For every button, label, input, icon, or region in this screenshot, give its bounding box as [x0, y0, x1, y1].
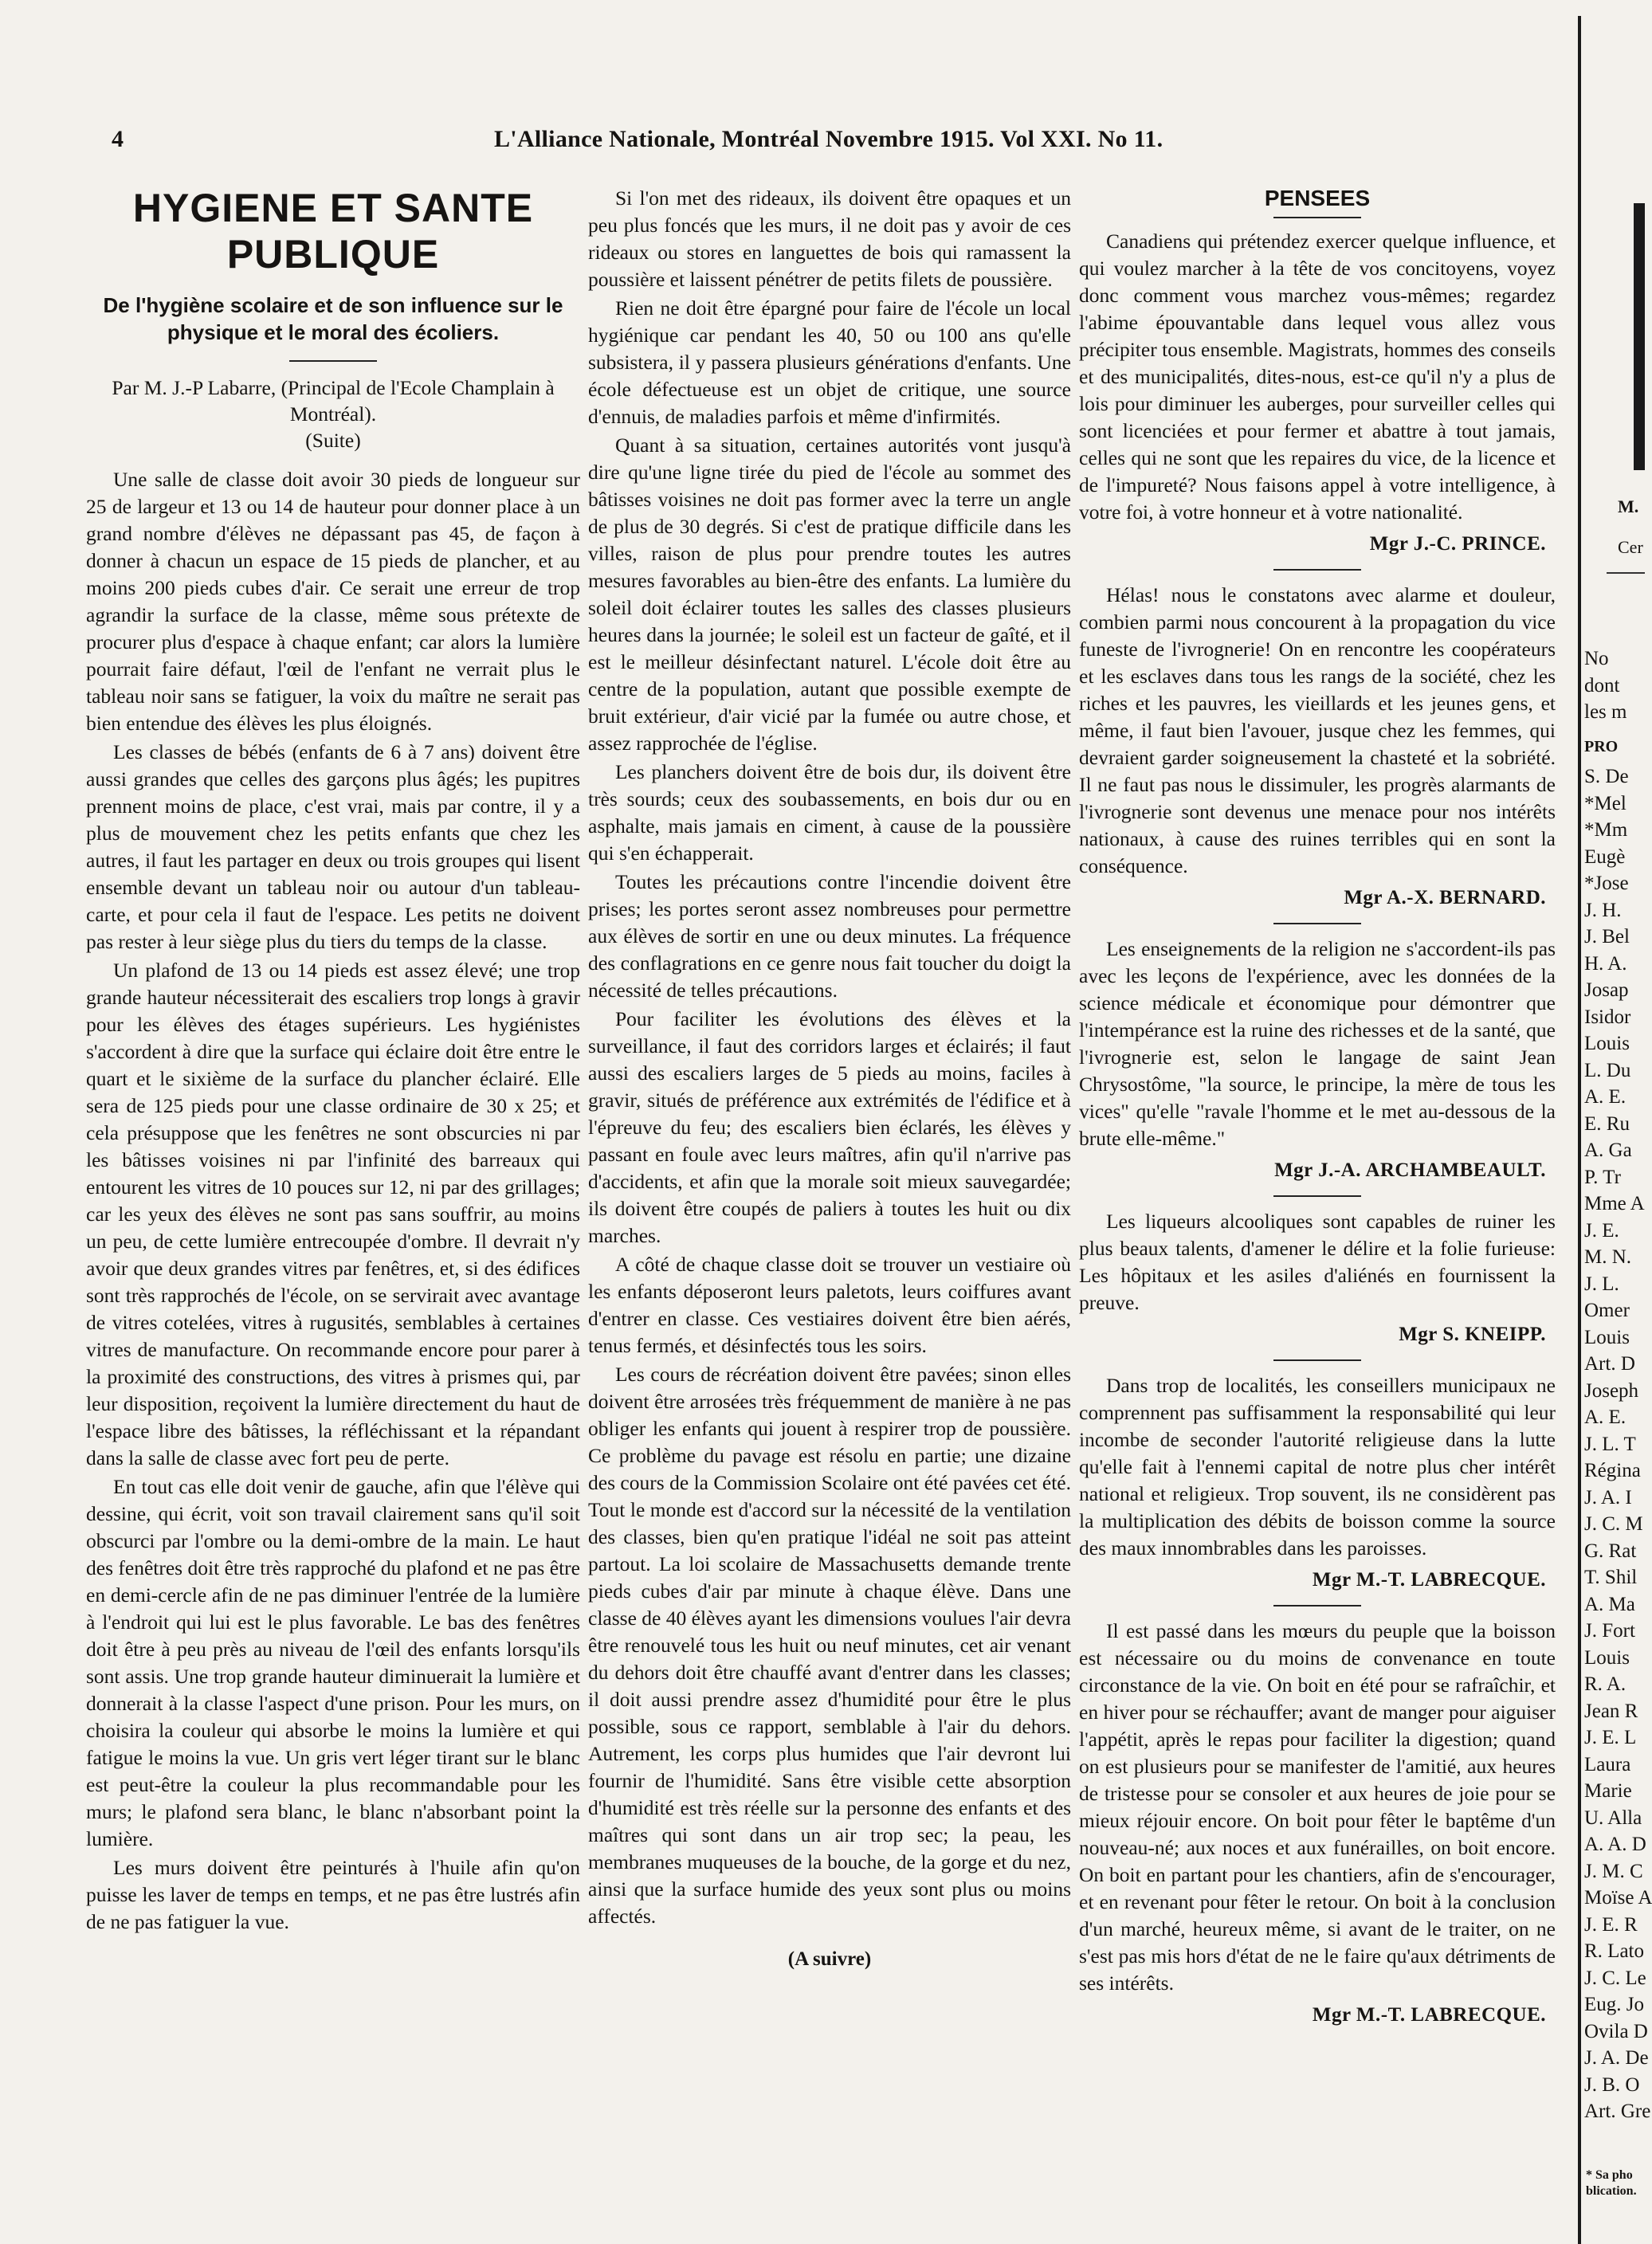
adjacent-name-entry: Moïse A	[1584, 1887, 1652, 1909]
adjacent-name-entry: Eug. Jo	[1584, 1994, 1644, 2015]
pensee	[1079, 936, 1556, 1184]
adjacent-name-entry: Louis	[1584, 1326, 1630, 1348]
page-gutter-divider	[1578, 16, 1581, 2244]
adjacent-name-entry: Joseph	[1584, 1379, 1639, 1402]
pensee-text: Dans trop de localités, les conseillers municipaux ne comprennent pas suffisamment la responsabilité qui leur incombe de seconder l'autorité religieuse dans la lutte qu'elle fait à l'ennemi capital de notre plus cher intérêt national et religieux. Trop souvent, ils ne considèrent pas la multiplication des débits de boisson comme la source des maux innombrables dans les paroisses.	[1079, 1374, 1556, 1559]
paragraph: Un plafond de 13 ou 14 pieds est assez élevé; une trop grande hauteur nécessiterait des escaliers trop longs à gravir pour les élèves des étages supérieurs. Les hygiénistes s'accordent à dire que la surface qui éclaire doit être entre le quart et le sixième de la surface du plancher éclairé. Elle sera de 125 pieds pour une classe ordinaire de 30 x 25; et cela présuppose que les fenêtres ne sont obscurcies ni par les bâtisses voisines ni par l'infinité des barreaux qui entourent les vitres de 10 pouces sur 12, ni par des grillages; car les yeux des élèves ne sont pas sans souffrir, au moins un peu, de cette lumière entrecoupée d'ombre. Il devrait n'y avoir que deux grandes vitres par fenêtres, et, si des édifices sont très rapprochés de l'école, on se servirait avec avantage de vitres cotelées, vitres à rugusités, semblables à certaines vitres de manufacture. On recommande encore pour parer à la proximité des constructions, des vitres à prismes qui, par leur disposition, reçoivent la lumière directement du haut de l'espace libre des bâtisses, la réfléchissant et la répandant dans la salle de classe avec fort peu de perte.	[86, 959, 580, 1469]
adjacent-page-column	[1584, 478, 1652, 2125]
adjacent-name-entry: Art. Gre	[1584, 2101, 1651, 2122]
adjacent-name-entry: A. Ga	[1584, 1140, 1632, 1161]
paragraph: Les murs doivent être peinturés à l'huile afin qu'on puisse les laver de temps en temps, et ne pas être lustrés afin de ne pas fatiguer la vue.	[86, 1856, 580, 1933]
adjacent-intro-line: No	[1584, 648, 1609, 669]
paragraph: Rien ne doit être épargné pour faire de l'école un local hygiénique car pendant les 40, 50 ou 100 ans qu'elle subsistera, il y passera plusieurs générations d'enfants. Une école défectueuse est un objet de critique, une source d'ennuis, de maladies parfois et même d'infirmités.	[588, 296, 1071, 428]
adjacent-name-entry: J. Bel	[1584, 926, 1630, 947]
pensee	[1079, 582, 1556, 912]
adjacent-name-entry: Mme A	[1584, 1193, 1645, 1214]
adjacent-name-entry: Omer	[1584, 1300, 1630, 1321]
section-divider	[1273, 217, 1361, 218]
adjacent-name-entry: Isidor	[1584, 1006, 1631, 1028]
paragraph: Si l'on met des rideaux, ils doivent être opaques et un peu plus foncés que les murs, il ne doit pas y avoir de ces rideaux ou stores en languettes de bois qui ramassent la poussière et laissent pénétrer de petits filets de poussière.	[588, 186, 1071, 291]
paragraph: En tout cas elle doit venir de gauche, afin que l'élève qui dessine, qui écrit, voit son travail clairement sans qu'il soit obscurci par l'ombre ou la demi-ombre de la main. Le haut des fenêtres doit être très rapproché du plafond et ne pas être en demi-cercle afin de ne pas diminuer l'entrée de la lumière à l'endroit qui lui est le plus favorable. Le bas des fenêtres doit être à peu près au niveau de l'œil des enfants lorsqu'ils sont assis. Une trop grande hauteur diminuerait la lumière et donnerait à la classe l'aspect d'une prison. Pour les murs, on choisira la couleur qui absorbe le moins la lumière et qui fatigue le moins la vue. Un gris vert léger tirant sur le blanc est peut-être la couleur la plus recommandable pour les murs; le plafond sera blanc, le blanc n'absorbant point la lumière.	[86, 1475, 580, 1850]
paragraph: Quant à sa situation, certaines autorités vont jusqu'à dire qu'une ligne tirée du pied de l'école au sommet des bâtisses voisines ne doit pas former avec la terre un angle de plus de 30 degrés. Si c'est de pratique difficile dans les villes, raison de plus pour prendre toutes les autres mesures favorables au bien-être des enfants. La lumière du soleil doit éclairer toutes les salles des classes plusieurs heures dans la journée; le soleil est un facteur de gaîté, et il est le meilleur désinfectant naturel. L'école doit être au centre de la population, autant que possible exempte de bruit extérieur, d'air vicié par la fumée ou autre chose, et assez rapprochée de l'église.	[588, 434, 1071, 755]
paragraph: Les planchers doivent être de bois dur, ils doivent être très sourds; ceux des soubassements, en bois dur ou en asphalte, mais jamais en ciment, à cause de la poussière qui s'en échapperait.	[588, 760, 1071, 865]
pensee-text: Les enseignements de la religion ne s'accordent-ils pas avec les leçons de l'expérience, avec les données de la science médicale et économique pour démontrer que l'intempérance est la ruine des richesses et de la santé, que l'ivrognerie est, selon le langage de saint Jean Chrysostôme, "la source, le principe, la mère de tous les vices" qu'elle "ravale l'homme et le met au-dessous de la brute elle-même."	[1079, 937, 1556, 1150]
adjacent-name-entry: R. A.	[1584, 1673, 1626, 1695]
paragraph: A côté de chaque classe doit se trouver un vestiaire où les enfants déposeront leurs paletots, leurs coiffures avant d'entrer en classe. Ces vestiaires doivent être bien aérés, tenus fermés, et désinfectés tous les soirs.	[588, 1253, 1071, 1357]
pensee-author: Mgr S. KNEIPP.	[1399, 1324, 1546, 1345]
adjacent-name-entry: A. E.	[1584, 1086, 1626, 1108]
adjacent-name-entry: S. De	[1584, 766, 1629, 787]
pensee-text: Canadiens qui prétendez exercer quelque influence, et qui voulez marcher à la tête de vos concitoyens, voyez donc comment vous marchez vous-mêmes; regardez l'abime épouvantable dans lequel vous allez vous précipiter tous ensemble. Magistrats, hommes des conseils et des municipalités, dites-nous, est-ce qu'il n'y a plus de lois pour diminuer les auberges, pour surveiller celles qui sont licenciées et pour fermer et abattre à tout jamais, celles qui ne sont que les repaires du vice, de la licence et de l'impureté? Nous faisons appel à votre intelligence, à votre foi, à votre honneur et à votre nationalité.	[1079, 230, 1556, 524]
pensees-column	[1079, 185, 1556, 2029]
section-divider	[1273, 569, 1361, 571]
continued-label: (Suite)	[305, 429, 361, 452]
paragraph: Toutes les précautions contre l'incendie doivent être prises; les portes seront assez nombreuses pour permettre aux élèves de sortir en une ou deux minutes. La fréquence des conflagrations en ce genre nous fait toucher du doigt la nécessité de telles précautions.	[588, 870, 1071, 1002]
adjacent-name-entry: A. Ma	[1584, 1593, 1635, 1615]
adjacent-name-entry: *Mm	[1584, 819, 1628, 841]
section-divider	[1273, 1605, 1361, 1606]
adjacent-name-entry: Laura	[1584, 1753, 1631, 1775]
adjacent-name-entry: J. C. Le	[1584, 1967, 1646, 1989]
author-credit: Par M. J.-P Labarre, (Principal de l'Ecole Champlain à Montréal).	[112, 376, 555, 426]
adjacent-name-entry: J. E.	[1584, 1219, 1619, 1242]
paragraph: Pour faciliter les évolutions des élèves et la surveillance, il faut des corridors larges et éclairés; il faut aussi des escaliers larges de 5 pieds au moins, faciles à gravir, situés de préférence aux extrémités de l'édifice et à l'épreuve du feu; des escaliers bien éclarés, les élèves y passant en foule avec leurs maîtres, afin qu'il n'arrive pas d'accidents, et afin que la morale soit mieux sauvegardée; ils doivent être coupés de paliers à toutes les huit ou dix marches.	[588, 1007, 1071, 1247]
pensee	[1079, 228, 1556, 558]
adjacent-name-entry: J. L. T	[1584, 1433, 1636, 1455]
adjacent-name-entry: J. Fort	[1584, 1620, 1635, 1642]
adjacent-page-fragment: M.	[1618, 496, 1639, 516]
adjacent-name-entry: J. H.	[1584, 899, 1622, 921]
pensee-text: Hélas! nous le constatons avec alarme et douleur, combien parmi nous concourent à la propagation du vice funeste de l'ivrognerie! On en rencontre les coopérateurs et les esclaves dans tous les rangs de la société, chez les riches et les pauvres, les vieillards et les jeunes gens, et même, il faut bien l'avouer, jusque chez les femmes, qui devraient garder soigneusement la chasteté et la sobriété. Il ne faut pas nous le dissimuler, les progrès alarmants de l'ivrognerie sont devenus une menace pour nos intérêts nationaux, à cause des ruines terribles qui en sont la conséquence.	[1079, 583, 1556, 877]
adjacent-intro-line: les m	[1584, 701, 1627, 723]
pensee-text: Les liqueurs alcooliques sont capables de ruiner les plus beaux talents, d'amener le délire et la folie furieuse: Les hôpitaux et les asiles d'aliénés en fournissent la preuve.	[1079, 1210, 1556, 1314]
adjacent-name-entry: Louis	[1584, 1646, 1630, 1669]
adjacent-name-entry: A. A. D	[1584, 1834, 1646, 1855]
adjacent-name-entry: J. E. R	[1584, 1913, 1638, 1936]
pensee	[1079, 1208, 1556, 1348]
to-be-continued: (A suivre)	[787, 1948, 872, 1970]
adjacent-name-entry: L. Du	[1584, 1059, 1631, 1081]
adjacent-name-entry: Ovila D	[1584, 2020, 1648, 2042]
adjacent-name-entry: *Jose	[1584, 873, 1629, 894]
adjacent-name-entry: Marie	[1584, 1780, 1632, 1802]
adjacent-name-entry: P. Tr	[1584, 1166, 1621, 1188]
adjacent-footnote: * Sa pho blication.	[1586, 2168, 1637, 2198]
adjacent-name-entry: *Mel	[1584, 792, 1626, 814]
adjacent-name-entry: J. C. M	[1584, 1513, 1643, 1535]
running-header: L'Alliance Nationale, Montréal Novembre 1915. Vol XXI. No 11.	[494, 126, 1163, 152]
pensee-author: Mgr A.-X. BERNARD.	[1344, 887, 1546, 908]
adjacent-name-entry: J. M. C	[1584, 1860, 1643, 1882]
adjacent-name-entry: A. E.	[1584, 1406, 1626, 1428]
article-byline	[86, 375, 580, 453]
adjacent-name-entry: Art. D	[1584, 1353, 1635, 1375]
adjacent-page-fragment: Cer	[1618, 537, 1643, 557]
adjacent-name-entry: M. N.	[1584, 1246, 1632, 1268]
article-column-1	[86, 185, 580, 1936]
pensee	[1079, 1372, 1556, 1594]
adjacent-name-entry: E. Ru	[1584, 1112, 1630, 1135]
adjacent-name-entry: Josap	[1584, 979, 1629, 1001]
adjacent-name-entry: U. Alla	[1584, 1807, 1642, 1829]
pensee	[1079, 1618, 1556, 2029]
section-divider	[1273, 1359, 1361, 1361]
pensee-author: Mgr M.-T. LABRECQUE.	[1312, 2004, 1546, 2026]
pensee-author: Mgr J.-A. ARCHAMBEAULT.	[1274, 1159, 1546, 1181]
adjacent-name-entry: H. A.	[1584, 952, 1627, 975]
adjacent-heading: PRO	[1584, 737, 1619, 755]
adjacent-name-entry: Jean R	[1584, 1700, 1638, 1722]
adjacent-name-entry: G. Rat	[1584, 1540, 1637, 1562]
adjacent-name-entry: J. E. L	[1584, 1727, 1637, 1748]
title-divider	[289, 360, 377, 362]
paragraph: Les cours de récréation doivent être pavées; sinon elles doivent être arrosées très fréquemment de manière à ne pas obliger les enfants qui jouent à respirer trop de poussière. Ce problème du pavage est résolu en partie; une dizaine des cours de la Commission Scolaire ont été pavées cet été. Tout le monde est d'accord sur la nécessité de la ventilation des classes, bien qu'en pratique l'idéal ne soit pas atteint partout. La loi scolaire de Massachusetts demande trente pieds cubes d'air par minute à chaque élève. Dans une classe de 40 élèves ayant les dimensions voulues l'air devra être renouvelé tous les huit ou neuf minutes, cet air venant du dehors doit être chauffé avant d'entrer dans les classes; il doit aussi prendre assez d'humidité pour être le plus possible, sous ce rapport, semblable à l'air du dehors. Autrement, les corps plus humides que l'air devront lui fournir de l'humidité. Sans être visible cette absorption d'humidité est très réelle sur la personne des enfants et des maîtres qui sont dans un air trop sec; la peau, les membranes muqueuses de la bouche, de la gorge et du nez, ainsi que la surface humide des yeux sont plus ou moins affectés.	[588, 1363, 1071, 1928]
adjacent-name-entry: J. L.	[1584, 1273, 1619, 1295]
adjacent-name-entry: J. A. I	[1584, 1486, 1632, 1508]
adjacent-name-entry: T. Shil	[1584, 1567, 1638, 1588]
adjacent-name-entry: Eugè	[1584, 845, 1626, 868]
paragraph: Les classes de bébés (enfants de 6 à 7 ans) doivent être aussi grandes que celles des garçons plus âgés; les pupitres prennent moins de place, c'est vrai, mais par contre, il y a plus de mouvement chez les petits enfants que chez les autres, il faut les partager en deux ou trois groupes qui lisent ensemble devant un tableau noir ou autour d'un tableau-carte, et pour cela il faut de l'espace. Les petits ne doivent pas rester à leur siège plus du tiers du temps de la classe.	[86, 740, 580, 953]
adjacent-name-entry: J. B. O	[1584, 2073, 1640, 2096]
adjacent-intro-line: dont	[1584, 674, 1620, 696]
paragraph: Une salle de classe doit avoir 30 pieds de longueur sur 25 de largeur et 13 ou 14 de hauteur pour donner place à un grand nombre d'élèves ne dépassant pas 45, de façon à donner à chacun un espace de 15 pieds de plancher, et au moins 200 pieds cubes d'air. Ce serait une erreur de trop agrandir la surface de la classe, même sous prétexte de procurer plus d'espace à chaque enfant; car alors la lumière pourrait faire défaut, l'œil de l'enfant ne verrait plus le tableau noir sans se fatiguer, la voix du maître ne serait pas bien entendue des élèves les plus éloignés.	[86, 468, 580, 735]
section-divider	[1273, 1195, 1361, 1197]
pensee-author: Mgr J.-C. PRINCE.	[1369, 533, 1546, 555]
adjacent-page-dark-block	[1634, 203, 1645, 470]
pensee-author: Mgr M.-T. LABRECQUE.	[1312, 1569, 1546, 1591]
adjacent-name-entry: Régina	[1584, 1460, 1641, 1481]
page-number: 4	[112, 126, 124, 152]
article-subtitle: De l'hygiène scolaire et de son influence sur le physique et le moral des écoliers.	[103, 293, 563, 344]
article-column-2	[588, 185, 1071, 1973]
article-title: HYGIENE ET SANTE PUBLIQUE	[132, 186, 534, 277]
adjacent-name-entry: Louis	[1584, 1033, 1630, 1054]
adjacent-name-entry: J. A. De	[1584, 2047, 1649, 2069]
pensees-title: PENSEES	[1264, 186, 1371, 210]
section-divider	[1273, 923, 1361, 924]
adjacent-name-entry: R. Lato	[1584, 1940, 1644, 1962]
pensee-text: Il est passé dans les mœurs du peuple que la boisson est nécessaire ou du moins de convenance en toute circonstance de la vie. On boit en été pour se rafraîchir, et en hiver pour se réchauffer; avant de manger pour aiguiser l'appétit, après le repas pour faciliter la digestion; quand on est plusieurs pour se manifester de l'amitié, aux heures de tristesse pour se consoler et aux heures de joie pour se mieux réjouir encore. On boit pour fêter le baptême d'un nouveau-né; aux noces et aux funérailles, on boit encore. On boit en partant pour les chantiers, afin de s'encourager, et en revenant pour fêter le retour. On boit à la conclusion d'un marché, heureux même, si avant de le traiter, on ne s'est pas mis hors d'état de ne le faire qu'aux détriments de ses intérêts.	[1079, 1619, 1556, 1995]
